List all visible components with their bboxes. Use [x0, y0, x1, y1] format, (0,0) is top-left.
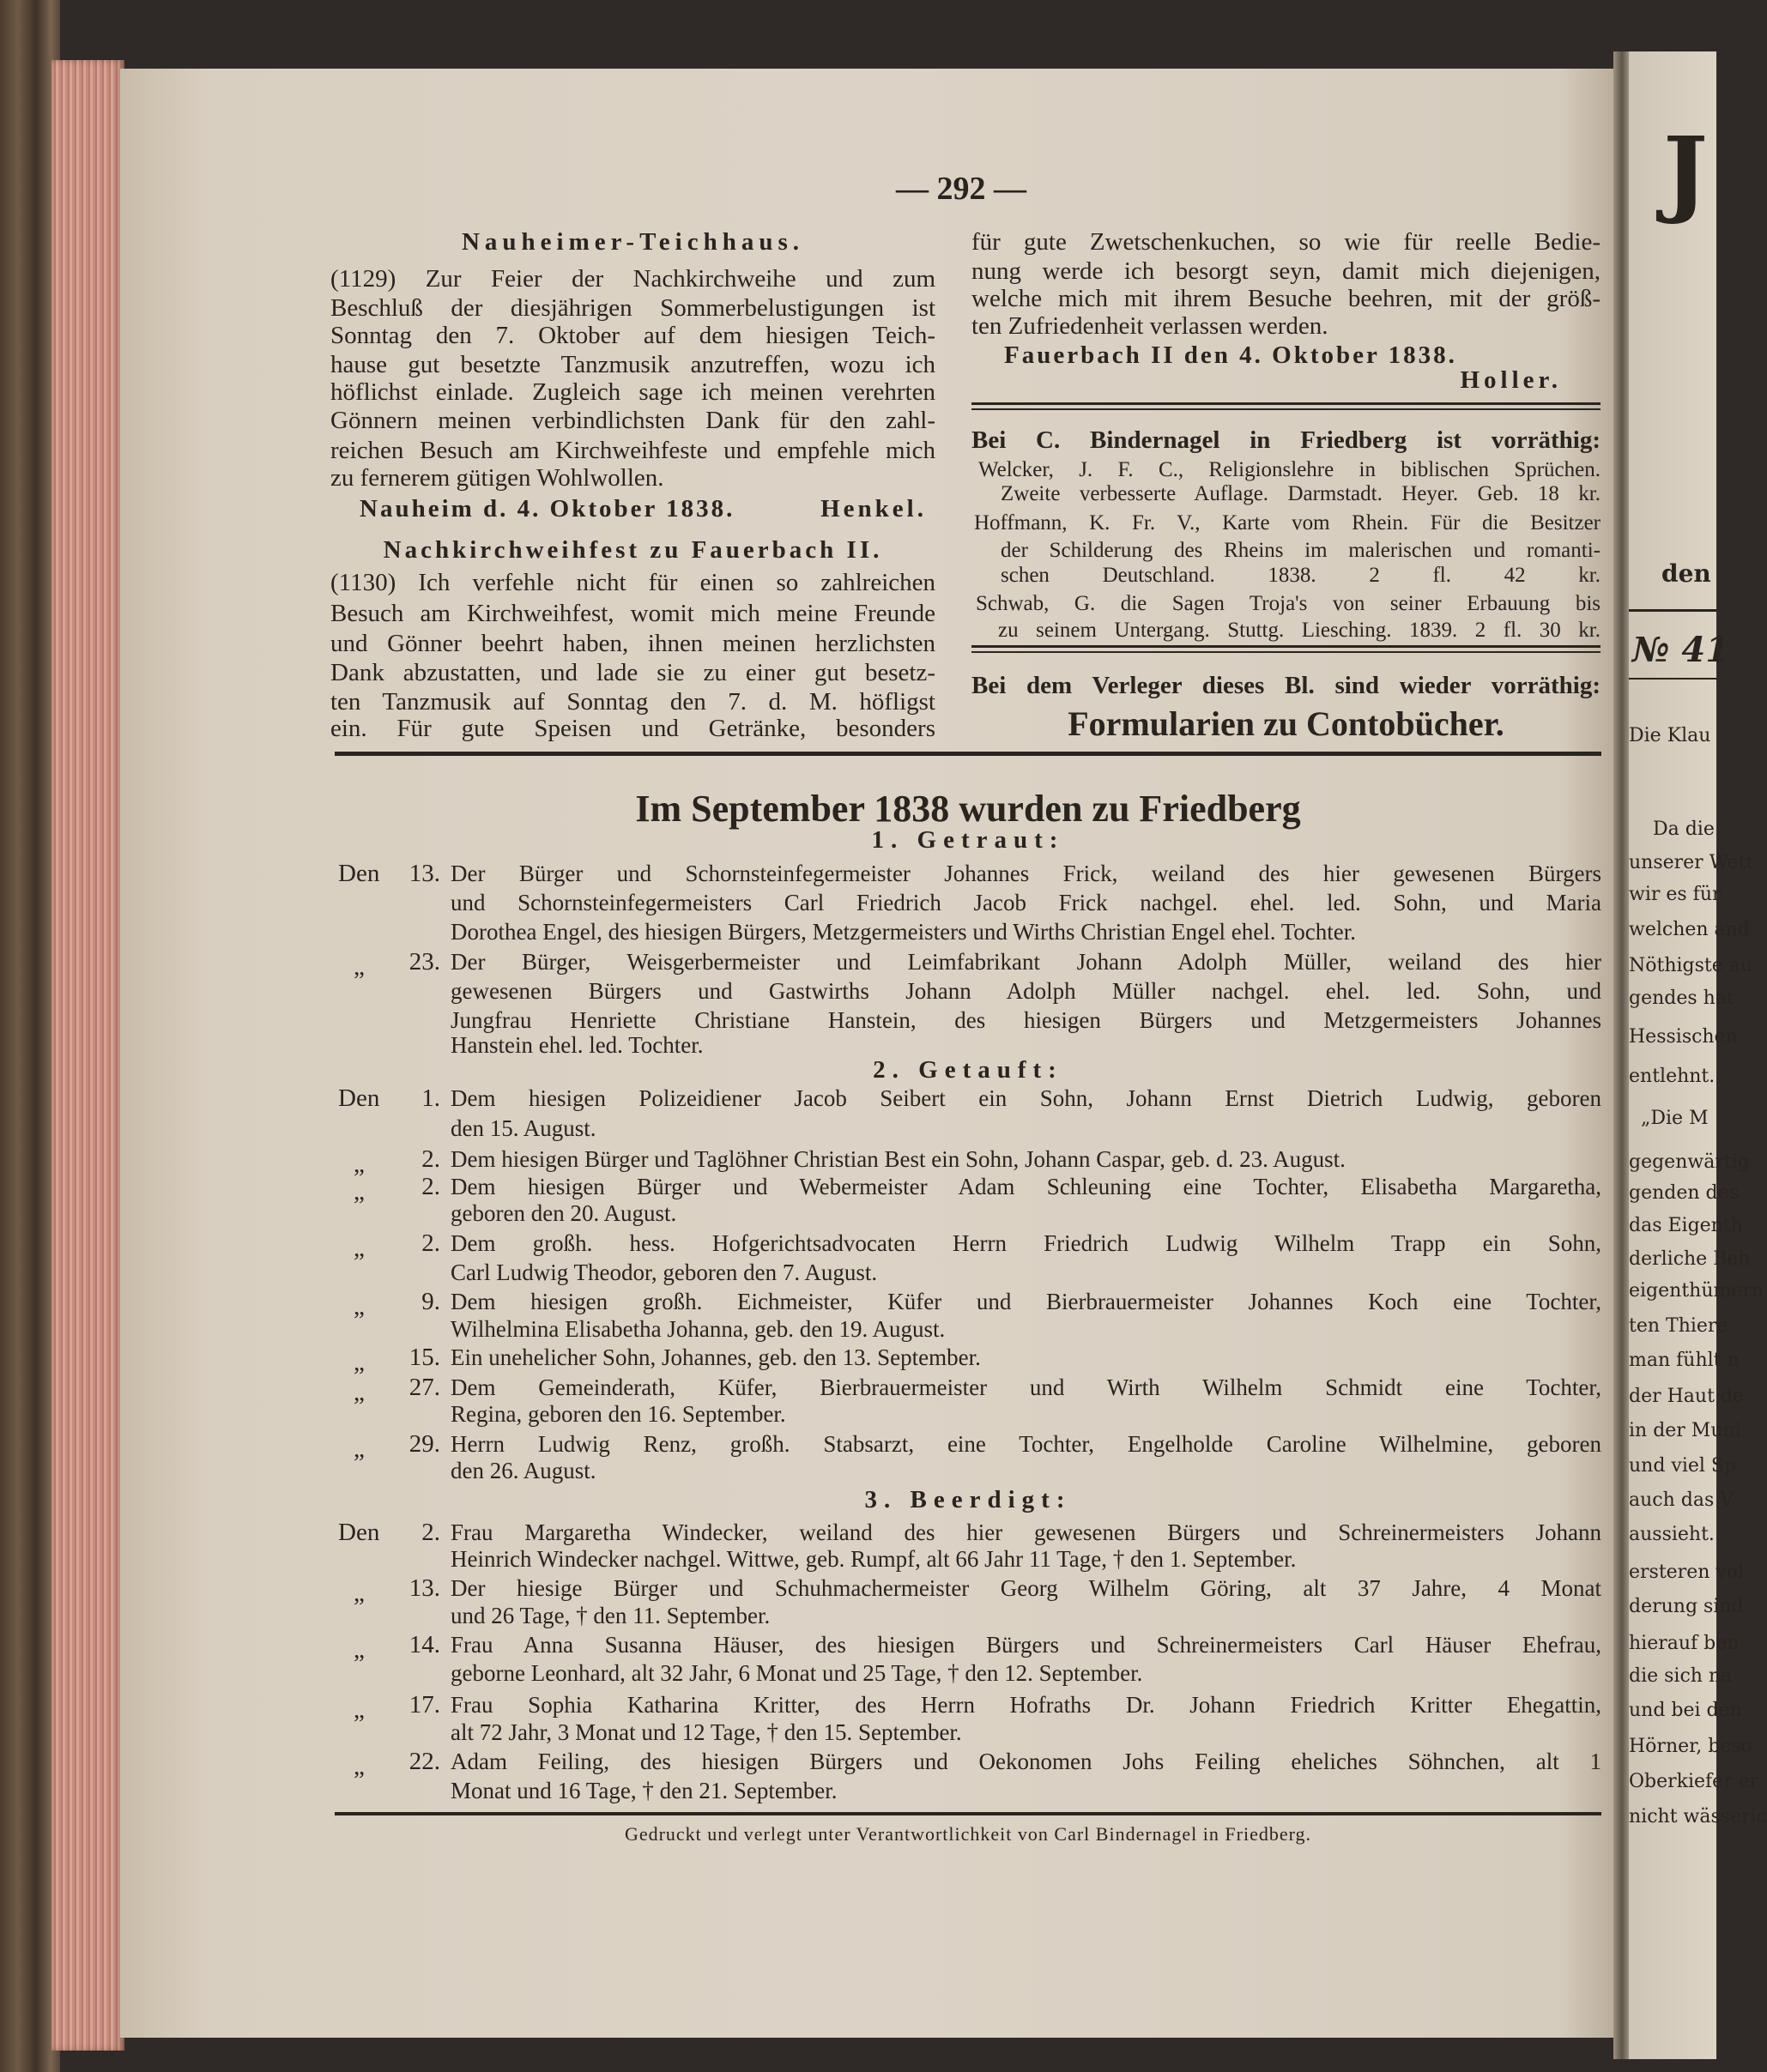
register-entry-line: Dem hiesigen Bürger und Webermeister Adam Schleuning eine Tochter, Elisabetha Margaretha,: [451, 1174, 1601, 1199]
entry-day: 2.: [421, 1519, 440, 1546]
register-entry-line: Frau Sophia Katharina Kritter, des Herrn Hofraths Dr. Johann Friedrich Kritter Ehegattin,: [451, 1692, 1601, 1718]
entry-prefix: „: [354, 1696, 365, 1724]
double-rule: [971, 645, 1601, 648]
ad-place-date: Nauheim d. 4. Oktober 1838.: [360, 495, 735, 523]
next-page-text-line: nicht wässeric: [1629, 1806, 1767, 1827]
entry-day: 14.: [408, 1631, 440, 1658]
ad-text-line: (1129) Zur Feier der Nachkirchweihe und zum: [330, 265, 935, 293]
next-page-text-line: gegenwärtig: [1629, 1151, 1750, 1173]
register-entry-line: Adam Feiling, des hiesigen Bürgers und Oekonomen Johs Feiling eheliches Söhnchen, alt 1: [451, 1749, 1601, 1774]
entry-prefix: „: [354, 1636, 365, 1664]
next-page-text-line: Hessischen: [1629, 1026, 1738, 1048]
entry-day: 13.: [408, 1574, 440, 1602]
next-page-text-line: Da die: [1629, 819, 1715, 840]
next-page-text-line: ersteren vol: [1629, 1562, 1745, 1583]
imprint-footer: Gedruckt und verlegt unter Verantwortlichkeit von Carl Bindernagel in Friedberg.: [624, 1823, 1312, 1845]
entry-day: 15.: [408, 1344, 440, 1371]
entry-prefix: Den: [338, 1519, 380, 1546]
register-entry-line: Herrn Ludwig Renz, großh. Stabsarzt, eine Tochter, Engelholde Caroline Wilhelmine, geboren: [451, 1431, 1601, 1457]
entry-day: 2.: [421, 1145, 440, 1173]
next-page-text-line: man fühlt n: [1629, 1350, 1740, 1371]
next-page-rule: [1629, 678, 1716, 680]
double-rule: [971, 402, 1601, 405]
next-page-text-line: auch das V: [1629, 1489, 1734, 1511]
ad-signature: Henkel.: [820, 495, 927, 523]
register-title: Im September 1838 wurden zu Friedberg: [635, 788, 1301, 830]
entry-prefix: Den: [338, 1084, 380, 1112]
next-page-text-line: Nöthigste au: [1629, 955, 1753, 976]
next-page-text-line: und bei den: [1629, 1700, 1742, 1721]
ad-place-date: Fauerbach II den 4. Oktober 1838.: [1004, 341, 1457, 369]
entry-prefix: „: [354, 1349, 365, 1376]
register-entry-line: Monat und 16 Tage, † den 21. September.: [451, 1778, 838, 1803]
register-entry-line: und Schornsteinfegermeisters Carl Friedrich Jacob Frick nachgel. ehel. led. Sohn, und Maria: [451, 890, 1601, 915]
entry-day: 23.: [408, 948, 440, 976]
entry-prefix: „: [354, 1178, 365, 1205]
ad-text-line: ten Zufriedenheit verlassen werden.: [971, 312, 1328, 340]
publisher-notice-title: Formularien zu Contobücher.: [1068, 704, 1504, 743]
book-listing-line: zu seinem Untergang. Stuttg. Liesching. 1839. 2 fl. 30 kr.: [998, 619, 1601, 642]
next-page-text-line: Die Klau: [1629, 725, 1711, 746]
register-entry-line: Jungfrau Henriette Christiane Hanstein, des hiesigen Bürgers und Metzgermeisters Johannes: [451, 1007, 1601, 1033]
register-entry-line: Dem großh. hess. Hofgerichtsadvocaten Herrn Friedrich Ludwig Wilhelm Trapp ein Sohn,: [451, 1230, 1601, 1256]
register-entry-line: Regina, geboren den 16. September.: [451, 1401, 786, 1427]
entry-day: 29.: [408, 1430, 440, 1458]
next-page-issue-number: № 41: [1632, 630, 1730, 670]
book-listing-line: Schwab, G. die Sagen Troja's von seiner Erbauung bis: [976, 592, 1601, 615]
entry-prefix: „: [354, 1151, 365, 1178]
book-listing-line: Welcker, J. F. C., Religionslehre in biblischen Sprüchen.: [978, 458, 1601, 481]
next-page-text-line: ten Thiere: [1629, 1315, 1728, 1337]
register-entry-line: Heinrich Windecker nachgel. Wittwe, geb. Rumpf, alt 66 Jahr 11 Tage, † den 1. September.: [451, 1546, 1297, 1572]
register-entry-line: Frau Anna Susanna Häuser, des hiesigen Bürgers und Schreinermeisters Carl Häuser Ehefrau,: [451, 1632, 1601, 1658]
entry-day: 17.: [408, 1691, 440, 1719]
next-page-text-line: „Die M: [1629, 1108, 1709, 1129]
register-entry-line: und 26 Tage, † den 11. September.: [451, 1603, 771, 1628]
register-entry-line: alt 72 Jahr, 3 Monat und 12 Tage, † den 15. September.: [451, 1719, 962, 1745]
register-entry-line: Carl Ludwig Theodor, geboren den 7. August.: [451, 1260, 878, 1285]
register-entry-line: geboren den 20. August.: [451, 1200, 677, 1226]
entry-prefix: Den: [338, 860, 380, 887]
register-section-heading: 1. Getraut:: [871, 826, 1065, 854]
register-entry-line: Der Bürger und Schornsteinfegermeister Johannes Frick, weiland des hier gewesenen Bürgers: [451, 861, 1601, 886]
register-section-heading: 3. Beerdigt:: [864, 1486, 1072, 1513]
next-page-text-line: in der Muni: [1629, 1420, 1741, 1441]
ad-text-line: nung werde ich besorgt seyn, damit mich diejenigen,: [971, 257, 1601, 285]
next-page-rule: [1629, 609, 1716, 612]
book-listing-line: schen Deutschland. 1838. 2 fl. 42 kr.: [1001, 564, 1601, 587]
next-page-text-line: der Haut de: [1629, 1386, 1745, 1407]
book-listing-line: Zweite verbesserte Auflage. Darmstadt. Heyer. Geb. 18 kr.: [1001, 482, 1601, 505]
ad-signature: Holler.: [1460, 366, 1562, 394]
book-listing-line: der Schilderung des Rheins im malerischen und romanti-: [1001, 539, 1601, 562]
register-entry-line: Der Bürger, Weisgerbermeister und Leimfabrikant Johann Adolph Müller, weiland des hier: [451, 949, 1601, 975]
next-page-text-line: eigenthümern: [1629, 1280, 1764, 1302]
next-page-text-line: wir es für: [1629, 884, 1722, 905]
next-page-text-line: das Eigenth: [1629, 1215, 1743, 1236]
next-page-text-line: aussieht.: [1629, 1524, 1715, 1545]
register-entry-line: geborne Leonhard, alt 32 Jahr, 6 Monat und 25 Tage, † den 12. September.: [451, 1660, 1143, 1686]
entry-prefix: „: [354, 1753, 365, 1780]
ad-text-line: (1130) Ich verfehle nicht für einen so zahlreichen: [330, 569, 935, 596]
footer-rule: [335, 1812, 1601, 1815]
register-entry-line: Frau Margaretha Windecker, weiland des hier gewesenen Bürgers und Schreinermeisters Johann: [451, 1519, 1601, 1545]
next-page-text-line: entlehnt.: [1629, 1066, 1716, 1087]
register-entry-line: den 15. August.: [451, 1115, 596, 1141]
next-page-text-line: welchen and: [1629, 919, 1750, 940]
ad-text-line: hause gut besetzte Tanzmusik anzutreffen, wozu ich: [330, 351, 935, 378]
ad-text-line: welche mich mit ihrem Besuche beehren, mit der größ-: [971, 285, 1601, 312]
entry-day: 9.: [421, 1288, 440, 1315]
entry-prefix: „: [354, 1293, 365, 1320]
next-page-text-line: genden des: [1629, 1182, 1739, 1204]
next-page-text-line: hierauf ben: [1629, 1633, 1740, 1654]
ad-text-line: ein. Für gute Speisen und Getränke, besonders: [330, 715, 935, 742]
next-page-text-line: und viel Sp: [1629, 1455, 1737, 1477]
entry-prefix: „: [354, 953, 365, 981]
ad-text-line: Beschluß der diesjährigen Sommerbelustigungen ist: [330, 294, 935, 322]
next-page-text-line: gendes hat: [1629, 988, 1734, 1009]
entry-prefix: „: [354, 1435, 365, 1463]
next-page-title-initial: J: [1663, 116, 1709, 227]
entry-prefix: „: [354, 1235, 365, 1262]
ad-text-line: Sonntag den 7. Oktober auf dem hiesigen Teich-: [330, 322, 935, 349]
ad-text-line: Gönnern meinen verbindlichsten Dank für den zahl-: [330, 407, 935, 434]
ad-text-line: Besuch am Kirchweihfest, womit mich meine Freunde: [330, 600, 935, 627]
entry-day: 22.: [408, 1748, 440, 1775]
next-page-text-line: die sich na: [1629, 1665, 1733, 1687]
entry-day: 27.: [408, 1374, 440, 1401]
entry-day: 2.: [421, 1229, 440, 1257]
entry-day: 2.: [421, 1173, 440, 1200]
register-section-heading: 2. Getauft:: [873, 1056, 1063, 1084]
page-edges: [51, 60, 124, 2051]
register-entry-line: Dem Gemeinderath, Küfer, Bierbrauermeister und Wirth Wilhelm Schmidt eine Tochter,: [451, 1374, 1601, 1400]
entry-day: 13.: [408, 860, 440, 887]
register-entry-line: Dem hiesigen großh. Eichmeister, Küfer und Bierbrauermeister Johannes Koch eine Tochter,: [451, 1289, 1601, 1314]
next-page-date: den: [1661, 559, 1711, 588]
double-rule: [971, 651, 1601, 653]
ad-heading: Nauheimer-Teichhaus.: [461, 228, 804, 256]
book-listing-line: Hoffmann, K. Fr. V., Karte vom Rhein. Für die Besitzer: [974, 511, 1601, 535]
ad-text-line: ten Tanzmusik auf Sonntag den 7. d. M. höfligst: [330, 688, 935, 716]
next-page-text-line: Hörner, beso: [1629, 1736, 1752, 1757]
ad-text-line: für gute Zwetschenkuchen, so wie für reelle Bedie-: [971, 228, 1601, 256]
register-entry-line: Der hiesige Bürger und Schuhmachermeister Georg Wilhelm Göring, alt 37 Jahre, 4 Monat: [451, 1575, 1601, 1601]
register-entry-line: den 26. August.: [451, 1458, 596, 1483]
ad-text-line: zu fernerem gütigen Wohlwollen.: [330, 464, 664, 492]
book-gutter: [1613, 51, 1631, 2059]
register-entry-line: Wilhelmina Elisabetha Johanna, geb. den 19. August.: [451, 1316, 946, 1342]
entry-day: 1.: [421, 1084, 440, 1112]
ad-text-line: Dank abzustatten, und lade sie zu einer gut besetz-: [330, 659, 935, 686]
register-entry-line: Ein unehelicher Sohn, Johannes, geb. den 13. September.: [451, 1344, 981, 1370]
register-entry-line: gewesenen Bürgers und Gastwirths Johann Adolph Müller nachgel. ehel. led. Sohn, und: [451, 978, 1601, 1004]
next-page-text-line: derliche Beh: [1629, 1248, 1751, 1270]
ad-text-line: und Gönner beehrt haben, ihnen meinen herzlichsten: [330, 630, 935, 657]
ad-text-line: höflichst einlade. Zugleich sage ich meinen verehrten: [330, 378, 935, 406]
bookseller-heading: Bei C. Bindernagel in Friedberg ist vorräthig:: [971, 426, 1601, 454]
register-entry-line: Dem hiesigen Polizeidiener Jacob Seibert ein Sohn, Johann Ernst Dietrich Ludwig, geboren: [451, 1085, 1601, 1111]
next-page-text-line: Oberkiefer er: [1629, 1771, 1759, 1792]
entry-prefix: „: [354, 1580, 365, 1607]
next-page-text-line: derung sind: [1629, 1596, 1744, 1617]
publisher-notice: Bei dem Verleger dieses Bl. sind wieder vorräthig:: [971, 672, 1601, 699]
ad-text-line: reichen Besuch am Kirchweihfeste und empfehle mich: [330, 437, 935, 464]
section-rule: [335, 752, 1601, 756]
ad-heading: Nachkirchweihfest zu Fauerbach II.: [383, 536, 883, 564]
register-entry-line: Dem hiesigen Bürger und Taglöhner Christian Best ein Sohn, Johann Caspar, geb. d. 23. August.: [451, 1146, 1346, 1172]
next-page-fragment: [1629, 51, 1767, 2059]
page-number: — 292 —: [896, 171, 1026, 207]
register-entry-line: Hanstein ehel. led. Tochter.: [451, 1032, 704, 1058]
entry-prefix: „: [354, 1379, 365, 1406]
next-page-text-line: unserer Wett: [1629, 852, 1754, 873]
double-rule: [971, 408, 1601, 410]
register-entry-line: Dorothea Engel, des hiesigen Bürgers, Metzgermeisters und Wirths Christian Engel ehel. Tochter.: [451, 919, 1357, 945]
